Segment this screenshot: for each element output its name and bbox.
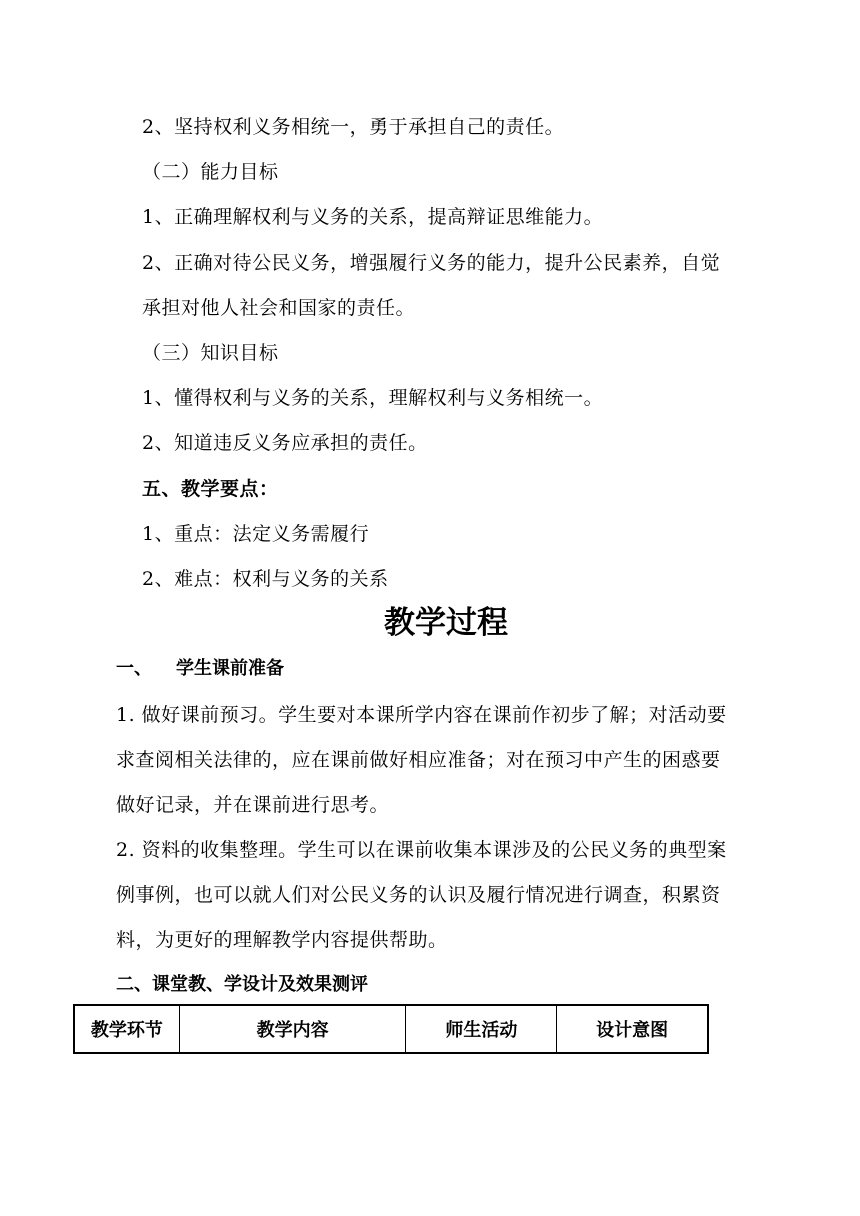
table-header-cell: 师生活动 xyxy=(406,1005,557,1053)
text-line: 2、坚持权利义务相统一，勇于承担自己的责任。 xyxy=(142,116,565,138)
text-line: 1、正确理解权利与义务的关系，提高辩证思维能力。 xyxy=(142,206,604,228)
paragraph-line: 2. 资料的收集整理。学生可以在课前收集本课涉及的公民义务的典型案 xyxy=(116,839,727,861)
text-line: 2、难点：权利与义务的关系 xyxy=(142,568,389,590)
table-header-cell: 教学环节 xyxy=(74,1005,179,1053)
subheading-ability: （二）能力目标 xyxy=(142,161,279,183)
page-title: 教学过程 xyxy=(384,605,508,641)
table-header-cell: 设计意图 xyxy=(557,1005,708,1053)
paragraph-line: 求查阅相关法律的，应在课前做好相应准备；对在预习中产生的困惑要 xyxy=(116,749,721,771)
table-header-cell: 教学内容 xyxy=(179,1005,406,1053)
text-line: 2、知道违反义务应承担的责任。 xyxy=(142,432,428,454)
section-number: 一、 xyxy=(116,658,152,679)
paragraph-line: 例事例，也可以就人们对公民义务的认识及履行情况进行调查，积累资 xyxy=(116,884,721,906)
section-heading-preparation xyxy=(116,656,284,682)
teaching-design-table xyxy=(73,1004,709,1054)
text-line: 承担对他人社会和国家的责任。 xyxy=(142,297,416,319)
section-heading-key-points: 五、教学要点： xyxy=(142,478,279,500)
table-header-row xyxy=(74,1005,708,1053)
paragraph-line: 做好记录，并在课前进行思考。 xyxy=(116,794,390,816)
section-heading-classroom: 二、课堂教、学设计及效果测评 xyxy=(116,974,368,995)
subheading-knowledge: （三）知识目标 xyxy=(142,342,279,364)
section-label: 学生课前准备 xyxy=(176,658,284,679)
paragraph-line: 1. 做好课前预习。学生要对本课所学内容在课前作初步了解；对活动要 xyxy=(116,704,727,726)
text-line: 1、重点：法定义务需履行 xyxy=(142,523,370,545)
text-line: 2、正确对待公民义务，增强履行义务的能力，提升公民素养，自觉 xyxy=(142,252,721,274)
text-line: 1、懂得权利与义务的关系，理解权利与义务相统一。 xyxy=(142,387,604,409)
paragraph-line: 料，为更好的理解教学内容提供帮助。 xyxy=(116,929,448,951)
